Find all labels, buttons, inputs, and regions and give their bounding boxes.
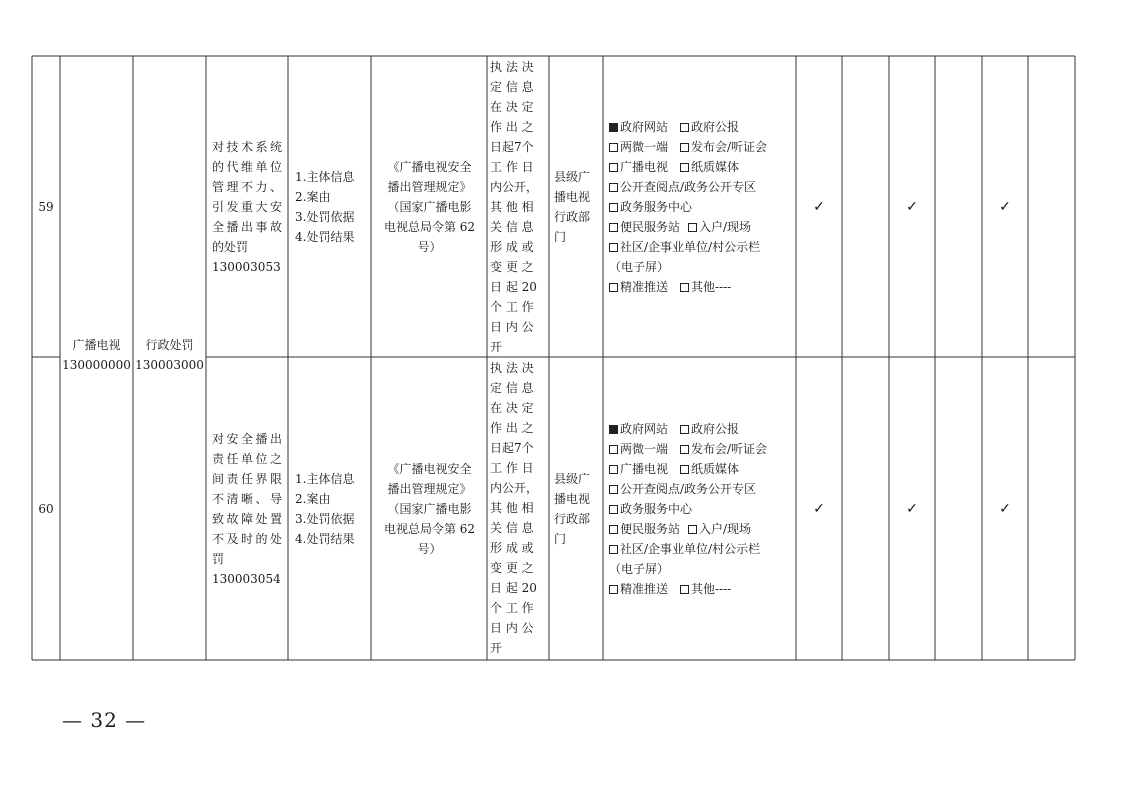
checkbox[interactable] (688, 223, 697, 232)
content-cell: 1.主体信息 2.案由 3.处罚依据 4.处罚结果 (295, 169, 355, 244)
subcategory-cell (133, 330, 206, 380)
item-name-cell: 对安全播出 责任单位之 间责任界限 不清晰、导 致故障处置 不及时的处 罚 130003054 (212, 431, 282, 586)
basis-cell: 《广播电视安全 播出管理规定》 （国家广播电影 电视总局令第 62 号） (383, 461, 476, 556)
checkbox[interactable] (609, 203, 618, 212)
checkbox[interactable] (609, 183, 618, 192)
empty-mark (935, 357, 982, 660)
channels-cell: 政府网站 政府公报 两微一端 发布会/听证会 广播电视 纸质媒体 公开查阅点/政务公开专区 政务服务中心 便民服务站 入户/现场 社区/企事业单位/村公示栏 （电子屏） 精准推送 其他---- (609, 119, 768, 294)
row-number: 59 (38, 199, 54, 214)
checkbox[interactable] (609, 545, 618, 554)
subcategory-name: 行政处罚 (145, 338, 194, 352)
checkbox-checked[interactable] (609, 123, 618, 132)
checkbox[interactable] (680, 445, 689, 454)
checkbox[interactable] (609, 485, 618, 494)
item-name-cell: 对技术系统 的代维单位 管理不力、 引发重大安 全播出事故 的处罚 130003053 (212, 139, 282, 274)
checkbox[interactable] (609, 223, 618, 232)
subject-cell: 县级广 播电视 行政部 门 (554, 169, 591, 244)
category-name: 广播电视 (72, 338, 121, 352)
checkbox[interactable] (688, 525, 697, 534)
checkbox[interactable] (609, 243, 618, 252)
checkbox[interactable] (609, 585, 618, 594)
channels-cell: 政府网站 政府公报 两微一端 发布会/听证会 广播电视 纸质媒体 公开查阅点/政务公开专区 政务服务中心 便民服务站 入户/现场 社区/企事业单位/村公示栏 （电子屏） 精准推送 其他---- (609, 421, 768, 596)
checkbox[interactable] (609, 143, 618, 152)
subcategory-code: 130003000 (135, 358, 204, 372)
checkbox[interactable] (609, 445, 618, 454)
empty-mark (842, 56, 889, 357)
time-limit-cell: 执 法 决 定 信 息 在 决 定 作 出 之 日起7个 工 作 日 内公开， 其 他 相 关 信 息 形 成 或 变 更 之 日 起 20 个 工 作 日 内 公 开 (490, 361, 539, 655)
checkbox[interactable] (680, 163, 689, 172)
checkbox[interactable] (609, 525, 618, 534)
row-number: 60 (38, 501, 54, 516)
empty-mark (1028, 56, 1075, 357)
checkbox[interactable] (609, 505, 618, 514)
check-mark-icon: ✓ (999, 500, 1011, 517)
checkbox[interactable] (680, 123, 689, 132)
check-mark-icon: ✓ (999, 198, 1011, 215)
checkbox[interactable] (680, 585, 689, 594)
checkbox-checked[interactable] (609, 425, 618, 434)
check-mark-icon: ✓ (813, 500, 825, 517)
checkbox[interactable] (609, 283, 618, 292)
content-cell: 1.主体信息 2.案由 3.处罚依据 4.处罚结果 (295, 471, 355, 546)
checkbox[interactable] (680, 425, 689, 434)
checkbox[interactable] (609, 163, 618, 172)
checkbox[interactable] (609, 465, 618, 474)
time-limit-cell: 执 法 决 定 信 息 在 决 定 作 出 之 日起7个 工 作 日 内公开， 其 他 相 关 信 息 形 成 或 变 更 之 日 起 20 个 工 作 日 内 公 开 (490, 60, 539, 354)
page-number: — 32 — (62, 708, 147, 732)
empty-mark (935, 56, 982, 357)
empty-mark (842, 357, 889, 660)
checkbox[interactable] (680, 283, 689, 292)
subject-cell: 县级广 播电视 行政部 门 (554, 471, 591, 546)
check-mark-icon: ✓ (813, 198, 825, 215)
empty-mark (1028, 357, 1075, 660)
category-code: 130000000 (62, 358, 131, 372)
checkbox[interactable] (680, 465, 689, 474)
basis-cell: 《广播电视安全 播出管理规定》 （国家广播电影 电视总局令第 62 号） (383, 159, 476, 254)
checkbox[interactable] (680, 143, 689, 152)
category-cell (60, 330, 133, 380)
check-mark-icon: ✓ (906, 500, 918, 517)
check-mark-icon: ✓ (906, 198, 918, 215)
